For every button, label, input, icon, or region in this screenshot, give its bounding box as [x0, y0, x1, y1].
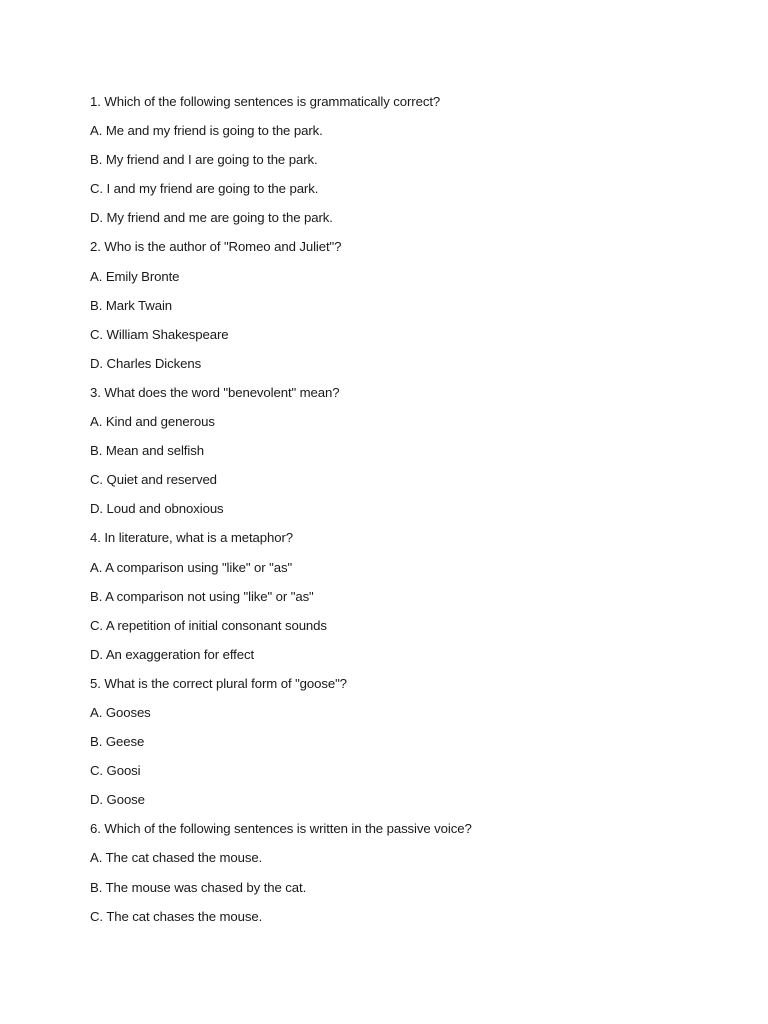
question-4 [90, 529, 730, 674]
answer-option: A. Kind and generous [90, 414, 215, 430]
answer-option: C. A repetition of initial consonant sounds [90, 617, 327, 633]
answer-option: A. The cat chased the mouse. [90, 850, 263, 866]
answer-option: A. Gooses [90, 704, 151, 720]
answer-option: D. My friend and me are going to the park. [90, 210, 333, 226]
answer-option: D. Charles Dickens [90, 355, 202, 371]
answer-option: C. I and my friend are going to the park. [90, 181, 319, 197]
question-text: 6. Which of the following sentences is written in the passive voice? [90, 821, 472, 837]
question-2 [90, 238, 730, 383]
question-5 [90, 675, 730, 820]
answer-option: D. An exaggeration for effect [90, 646, 255, 662]
answer-option: A. Emily Bronte [90, 268, 180, 284]
question-3 [90, 384, 730, 529]
answer-option: B. A comparison not using "like" or "as" [90, 588, 314, 604]
question-text: 5. What is the correct plural form of "goose"? [90, 675, 347, 691]
answer-option: D. Loud and obnoxious [90, 501, 224, 517]
answer-option: B. The mouse was chased by the cat. [90, 879, 307, 895]
answer-option: B. Geese [90, 734, 145, 750]
question-text: 4. In literature, what is a metaphor? [90, 530, 294, 546]
answer-option: C. Goosi [90, 763, 141, 779]
answer-option: C. Quiet and reserved [90, 472, 217, 488]
question-text: 1. Which of the following sentences is grammatically correct? [90, 94, 441, 109]
answer-option: A. Me and my friend is going to the park. [90, 123, 323, 139]
answer-option: B. Mark Twain [90, 297, 173, 313]
question-6 [90, 820, 730, 936]
question-1 [90, 93, 730, 238]
answer-option: D. Goose [90, 792, 145, 808]
quiz-document [90, 93, 730, 937]
answer-option: A. A comparison using "like" or "as" [90, 559, 293, 575]
answer-option: C. The cat chases the mouse. [90, 908, 263, 924]
answer-option: B. My friend and I are going to the park. [90, 152, 318, 168]
answer-option: C. William Shakespeare [90, 326, 229, 342]
answer-option: B. Mean and selfish [90, 443, 204, 459]
question-text: 2. Who is the author of "Romeo and Juliet"? [90, 239, 342, 255]
question-text: 3. What does the word "benevolent" mean? [90, 384, 340, 400]
